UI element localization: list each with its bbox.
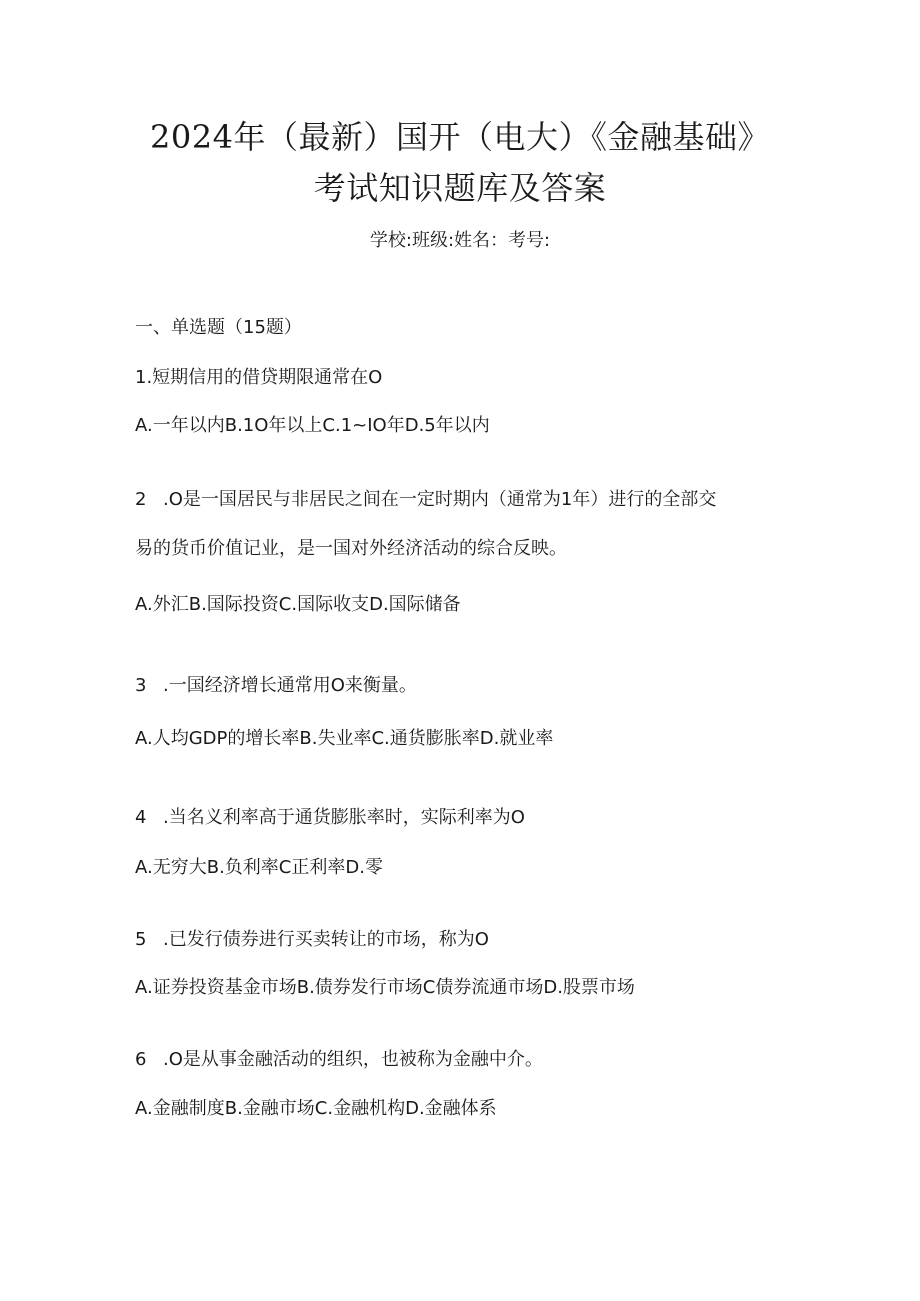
question-2-stem [135, 488, 716, 512]
question-6-text: .O是从事金融活动的组织，也被称为金融中介。 [163, 1049, 543, 1070]
question-2-options: A.外汇B.国际投资C.国际收支D.国际储备 [135, 594, 461, 615]
question-4-text: .当名义利率高于通货膨胀率时，实际利率为O [163, 807, 525, 828]
question-1-options: A.一年以内B.1O年以上C.1~IO年D.5年以内 [135, 415, 490, 436]
document-title-line2: 考试知识题库及答案 [313, 169, 607, 207]
student-info-line: 学校:班级:姓名：考号: [369, 230, 551, 251]
question-3-text: .一国经济增长通常用O来衡量。 [163, 675, 417, 696]
question-4-options: A.无穷大B.负利率C正利率D.零 [135, 857, 383, 878]
question-2-text-continued: 易的货币价值记业，是一国对外经济活动的综合反映。 [135, 538, 567, 559]
question-3-stem [135, 674, 417, 698]
question-2-text: .O是一国居民与非居民之间在一定时期内（通常为1年）进行的全部交 [163, 489, 717, 510]
question-2-number: 2 [135, 489, 147, 510]
question-4-stem [135, 806, 525, 830]
question-1-text: 1.短期信用的借贷期限通常在O [135, 367, 383, 388]
question-5-text: .已发行债券进行买卖转让的市场，称为O [163, 929, 489, 950]
question-3-number: 3 [135, 675, 147, 696]
question-6-number: 6 [135, 1049, 147, 1070]
question-5-stem [135, 928, 489, 952]
question-6-options: A.金融制度B.金融市场C.金融机构D.金融体系 [135, 1098, 497, 1119]
question-5-options: A.证券投资基金市场B.债券发行市场C债券流通市场D.股票市场 [135, 977, 635, 998]
question-3-options: A.人均GDP的增长率B.失业率C.通货膨胀率D.就业率 [135, 728, 554, 749]
question-4-number: 4 [135, 807, 147, 828]
section-heading: 一、单选题（15题） [135, 317, 302, 338]
question-6-stem [135, 1048, 543, 1072]
document-title-line1: 2024年（最新）国开（电大）《金融基础》 [150, 118, 770, 156]
question-5-number: 5 [135, 929, 147, 950]
